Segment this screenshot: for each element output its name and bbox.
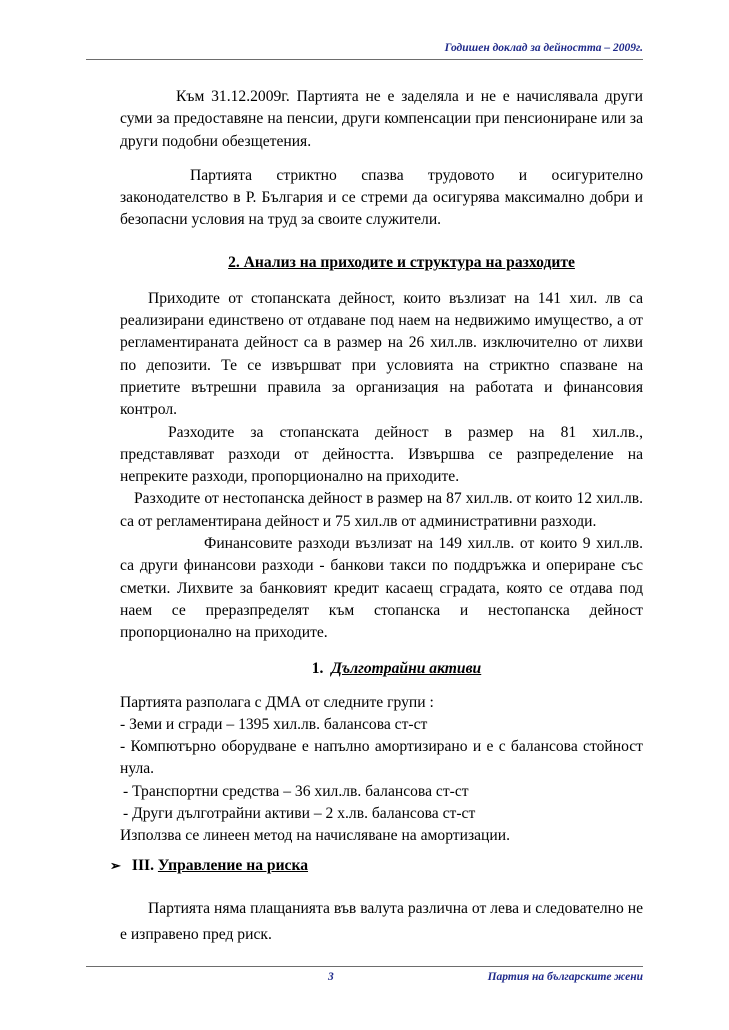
assets-heading-text: Дълготрайни активи bbox=[331, 659, 482, 677]
page-number: 3 bbox=[328, 971, 334, 983]
list-item: - Транспортни средства – 36 хил.лв. балансова ст-ст bbox=[123, 782, 469, 800]
page-header bbox=[86, 42, 643, 60]
section-heading-revenue-text: 2. Анализ на приходите и структура на разходите bbox=[228, 253, 575, 271]
paragraph-risk: Партията няма плащанията във валута различна от лева и следователно не е изправено пред риск. bbox=[120, 900, 643, 943]
paragraph-revenue: Приходите от стопанската дейност, които възлизат на 141 хил. лв са реализирани единствено от отдаване под наем на недвижимо имущество, а от регламентираната дейност са в размер на 26 хил.лв. изключително от лихви по депозити. Те се извършват при условията на стриктно спазване на приетите вътрешни правила за организация на работата и финансовия контрол. bbox=[120, 289, 643, 419]
paragraph-financial-expenses: Финансовите разходи възлизат на 149 хил.лв. от които 9 хил.лв. са други финансови разходи - банкови такси по поддръжка и опериране със сметки. Лихвите за банковият кредит касаещ сградата, която се отдава под наем се преразпределят към стопанска и нестопанска дейност пропорционално на приходите. bbox=[120, 535, 643, 642]
page-content bbox=[120, 86, 643, 848]
arrow-bullet-icon: ➢ bbox=[110, 858, 121, 873]
paragraph-pensions: Към 31.12.2009г. Партията не е заделяла и не е начислявала други суми за предоставяне на пенсии, други компенсации при пенсиониране или за други подобни обезщетения. bbox=[120, 88, 643, 150]
assets-closing: Използва се линеен метод на начисляване на амортизации. bbox=[120, 827, 510, 845]
assets-heading-number: 1. bbox=[311, 659, 324, 677]
assets-heading bbox=[120, 658, 643, 680]
risk-section-title: Управление на риска bbox=[157, 857, 309, 874]
paragraph-commercial-expenses: Разходите за стопанската дейност в размер на 81 хил.лв., представляват разходи от дейността. Извършва се разпределение на непреките разходи, пропорционално на приходите. bbox=[120, 423, 643, 486]
risk-section-body bbox=[120, 896, 643, 948]
footer-organization: Партия на българските жени bbox=[487, 971, 643, 983]
assets-list bbox=[120, 692, 643, 848]
risk-section-heading bbox=[110, 855, 308, 877]
assets-intro: Партията разполага с ДМА от следните групи : bbox=[120, 693, 434, 711]
list-item: - Земи и сгради – 1395 хил.лв. балансова ст-ст bbox=[120, 715, 428, 733]
section-heading-revenue bbox=[120, 252, 643, 274]
header-title: Годишен доклад за дейността – 2009г. bbox=[444, 42, 643, 54]
page-footer bbox=[86, 966, 643, 989]
risk-section-number: III. bbox=[131, 857, 155, 874]
paragraph-noncommercial-expenses: Разходите от нестопанска дейност в размер на 87 хил.лв. от които 12 хил.лв. са от регламентирана дейност и 75 хил.лв от административни разходи. bbox=[120, 490, 643, 530]
paragraph-labour: Партията стриктно спазва трудовото и осигурително законодателство в Р. България и се стреми да осигурява максимално добри и безопасни условия на труд за своите служители. bbox=[120, 166, 643, 229]
list-item: - Други дълготрайни активи – 2 х.лв. балансова ст-ст bbox=[123, 805, 476, 823]
list-item: - Компютърно оборудване е напълно амортизирано и е с балансова стойност нула. bbox=[120, 738, 643, 778]
